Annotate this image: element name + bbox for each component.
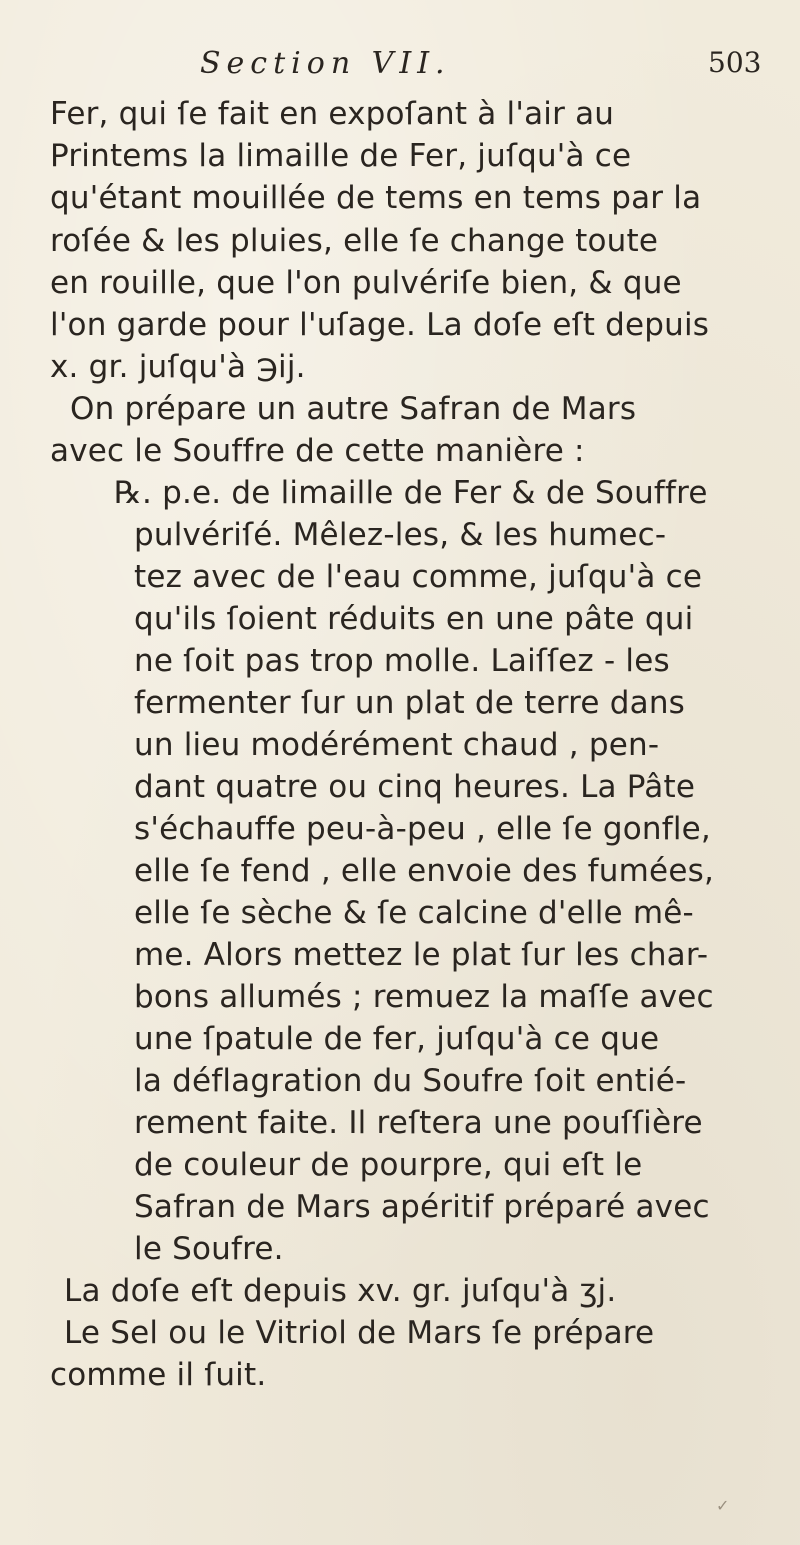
text-line: bons allumés ; remuez la maſſe avec	[134, 979, 714, 1015]
text-line: un lieu modérément chaud , pen-	[134, 727, 660, 763]
text-line: Safran de Mars apéritif préparé avec	[134, 1189, 710, 1225]
text-line: me. Alors mettez le plat ſur les char-	[134, 937, 709, 973]
text-line: tez avec de l'eau comme, juſqu'à ce	[134, 559, 703, 595]
text-line: elle ſe sèche & ſe calcine d'elle mê-	[134, 895, 694, 931]
recipe-line: ℞. p.e. de limaille de Fer & de Souffre	[114, 475, 708, 511]
text-line: On prépare un autre Safran de Mars	[70, 391, 637, 427]
text-line: elle ſe fend , elle envoie des fumées,	[134, 853, 714, 889]
text-line: qu'ils ſoient réduits en une pâte qui	[134, 601, 694, 637]
text-line: dant quatre ou cinq heures. La Pâte	[134, 769, 696, 805]
text-line: avec le Souffre de cette manière :	[50, 433, 585, 469]
text-line: Le Sel ou le Vitriol de Mars ſe prépare	[64, 1315, 655, 1351]
text-line: l'on garde pour l'uſage. La doſe eſt depuis	[50, 307, 710, 343]
text-line: rement faite. Il reſtera une pouſſière	[134, 1105, 703, 1141]
text-line: La doſe eſt depuis xv. gr. juſqu'à ʒj.	[64, 1273, 617, 1309]
text-line: Printems la limaille de Fer, juſqu'à ce	[50, 138, 632, 174]
text-line: comme il ſuit.	[50, 1357, 267, 1393]
text-line: pulvériſé. Mêlez-les, & les humec-	[134, 517, 667, 553]
text-line: ne ſoit pas trop molle. Laiſſez - les	[134, 643, 670, 679]
running-title: Section VII.	[200, 46, 451, 81]
text-line: roſée & les pluies, elle ſe change toute	[50, 223, 659, 259]
text-line: la déflagration du Soufre ſoit entié-	[134, 1063, 687, 1099]
text-line: une ſpatule de fer, juſqu'à ce que	[134, 1021, 660, 1057]
text-line: le Soufre.	[134, 1231, 284, 1267]
text-line: Fer, qui ſe fait en expoſant à l'air au	[50, 96, 615, 132]
text-line: de couleur de pourpre, qui eſt le	[134, 1147, 643, 1183]
text-line: s'échauffe peu-à-peu , elle ſe gonfle,	[134, 811, 711, 847]
corner-mark: ✓	[716, 1496, 730, 1515]
text-line: fermenter ſur un plat de terre dans	[134, 685, 686, 721]
text-line: en rouille, que l'on pulvériſe bien, & que	[50, 265, 682, 301]
text-line: x. gr. juſqu'à ℈ij.	[50, 349, 306, 385]
page-number: 503	[708, 46, 762, 79]
text-line: qu'étant mouillée de tems en tems par la	[50, 180, 702, 216]
